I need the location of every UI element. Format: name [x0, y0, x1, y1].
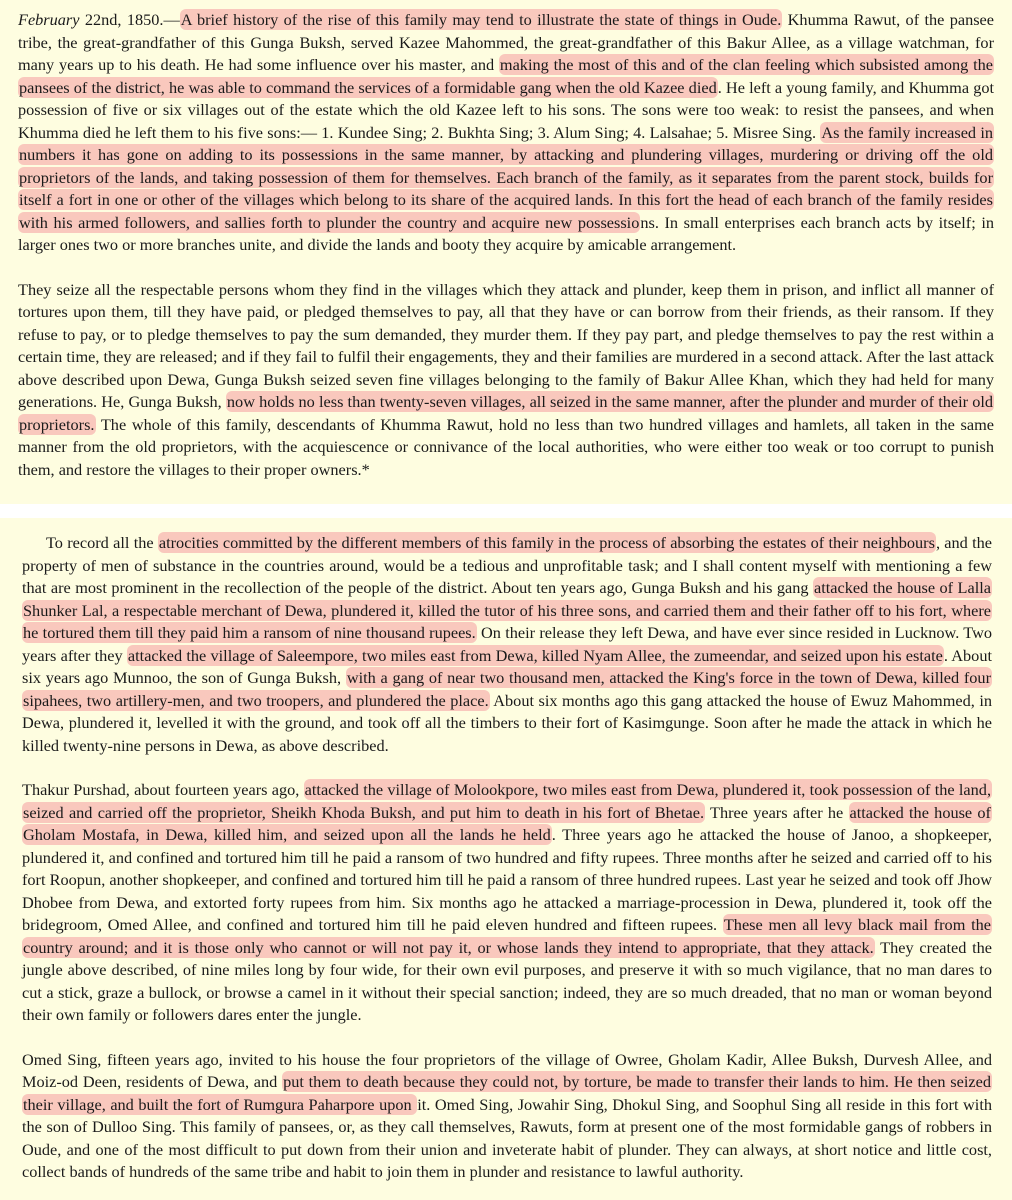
body-text: . Three years ago he attacked the house of Janoo, a shopkeeper, plundered it, and confined and tortured him till he paid a ransom of two hundred and fifty rupees. Three months after he seized and carried off to his fort Roopun, another shopkeeper, and confined and tortured him till he paid a ransom of three hundred rupees. Last year he seized and took off Jhow Dhobee from Dewa, and extorted forty rupees from him. Six months ago he attacked a marriage-procession in Dewa, plundered it, took off the bridegroom, Omed Allee, and confined and tortured him till he paid eleven hundred and fifteen rupees. — [22, 825, 992, 934]
highlighted-text: attacked the house of Lalla Shunker Lal, a respectable merchant of Dewa, plundered it, killed the tutor of his three sons, and carried them and their father off to his fort, where he tortured them till they paid him a ransom of nine thousand rupees. — [23, 578, 991, 642]
date-text: February — [18, 10, 80, 29]
body-text: Thakur Purshad, about fourteen years ago, — [22, 780, 304, 799]
highlighted-text: now holds no less than twenty-seven villages, all seized in the same manner, after the plunder and murder of their old proprietors. — [19, 392, 993, 434]
body-text: it. Omed Sing, Jowahir Sing, Dhokul Sing, and Soophul Sing all reside in this fort with the son of Dulloo Sing. This family of pansees, or, as they call themselves, Rawuts, form at present one of the most formidable gangs of robbers in Oude, and one of the most difficult to put down from their union and inveterate habit of plunder. They can always, at short notice and little cost, collect bands of hundreds of the same tribe and habit to join them in plunder and resistance to lawful authority. — [22, 1094, 992, 1181]
body-text: They created the jungle above described, of nine miles long by four wide, for their own evil purposes, and preserve it with so much vigilance, that no man dares to cut a stick, graze a bullock, or browse a camel in it without their special sanction; indeed, they are so much dreaded, that no man or woman beyond their own family or followers dares enter the jungle. — [22, 937, 992, 1024]
page-excerpt-2 — [0, 518, 1012, 1200]
body-text: On their release they left Dewa, and have ever since resided in Lucknow. Two years after they — [22, 623, 992, 665]
paragraph-atrocities — [22, 532, 992, 757]
body-text: Omed Sing, fifteen years ago, invited to his house the four proprietors of the village of Owree, Gholam Kadir, Allee Buksh, Durvesh Allee, and Moiz-od Deen, residents of Dewa, and — [22, 1049, 992, 1091]
body-text: Khumma Rawut, of the pansee tribe, the great-grandfather of this Gunga Buksh, served Kazee Mahommed, the great-grandfather of this Bakur Allee, as a village watchman, for many years up to his death. He had some influence over his master, and — [18, 10, 995, 74]
body-text: Three years after he — [705, 802, 849, 822]
paragraph-thakur-purshad — [22, 779, 992, 1027]
highlighted-text: A brief history of the rise of this family may tend to illustrate the state of things in Oude. — [180, 10, 782, 29]
highlighted-text: atrocities committed by the different members of this family in the process of absorbing the estates of their neighbours — [158, 533, 935, 552]
highlighted-text: put them to death because they could not, by torture, be made to transfer their lands to him. He then seized their village, and built the fort of Rumgura Paharpore upon — [23, 1072, 991, 1114]
highlighted-text: attacked the village of Molookpore, two miles east from Dewa, plundered it, took possession of the land, seized and carried off the proprietor, Sheikh Khoda Buksh, and put him to death in his fort of Bhetae. — [23, 780, 992, 822]
body-text: ns. In small enterprises each branch acts by itself; in larger ones two or more branches unite, and divide the lands and booty they acquire by amicable arrangement. — [18, 212, 994, 254]
page-excerpt-1 — [0, 0, 1012, 504]
body-text: To record all the — [46, 533, 158, 552]
body-text: . He left a young family, and Khumma got possession of five or six villages out of the estate which the old Kazee left to his sons. The sons were too weak: to resist the pansees, and when Khumma died he left them to his five sons:— 1. Kundee Sing; 2. Bukhta Sing; 3. Alum Sing; 4. Lalsahae; 5. Misree Sing. — [18, 77, 994, 142]
body-text: They seize all the respectable persons whom they find in the villages which they attack and plunder, keep them in prison, and inflict all manner of tortures upon them, till they have paid, or pledged themselves to pay, all that they have or can borrow from their friends, as their ransom. If they refuse to pay, or to pledge themselves to pay the sum demanded, they murder them. If they pay part, and pledge themselves to pay the rest within a certain time, they are released; and if they fail to fulfil their engagements, they and their families are murdered in a second attack. After the last attack above described upon Dewa, Gunga Buksh seized seven fine villages belonging to the family of Bakur Allee Khan, which they had held for many generations. He, Gunga Buksh, — [18, 279, 994, 411]
highlighted-text: These men all levy black mail from the country around; and it is those only who cannot or will not pay it, or whose lands they intend to appropriate, that they attack. — [23, 915, 991, 957]
highlighted-text: As the family increased in numbers it has gone on adding to its possessions in the same manner, by attacking and plundering villages, murdering or driving off the old proprietors of the lands, and taking possession of them for themselves. Each branch of the family, as it separates from the parent stock, builds for itself a fort in one or other of the villages which belong to its share of the acquired lands. In this fort the head of each branch of the family resides with his armed followers, and sallies forth to plunder the country and acquire new possessio — [19, 122, 993, 232]
body-text: , and the property of men of substance in the countries around, would be a tedious and unprofitable task; and I shall content myself with mentioning a few that are most prominent in the recollection of the people of the district. About ten years ago, Gunga Buksh and his gang — [22, 533, 993, 597]
body-text: . About six years ago Munnoo, the son of Gunga Buksh, — [22, 645, 992, 687]
paragraph-omed-sing — [22, 1049, 992, 1184]
body-text: The whole of this family, descendants of Khumma Rawut, hold no less than two hundred villages and hamlets, all taken in the same manner from the old proprietors, with the acquiescence or connivance of the local authorities, who were either too weak or too corrupt to punish them, and restore the villages to their proper owners.* — [18, 414, 994, 479]
highlighted-text: making the most of this and of the clan feeling which subsisted among the pansees of the district, he was able to command the services of a formidable gang when the old Kazee died — [19, 55, 993, 97]
paragraph-rise-of-family — [18, 9, 994, 257]
highlighted-text: with a gang of near two thousand men, attacked the King's force in the town of Dewa, killed four sipahees, two artillery-men, and two troopers, and plundered the place. — [23, 668, 991, 710]
paragraph-ransom-practices — [18, 279, 994, 482]
body-text: 22nd, 1850.— — [79, 10, 180, 29]
body-text: About six months ago this gang attacked the house of Ewuz Mahommed, in Dewa, plundered it, levelled it with the ground, and took off all the timbers to their fort of Kasimgunge. Soon after he made the attack in which he killed twenty-nine persons in Dewa, as above described. — [22, 690, 992, 755]
highlighted-text: attacked the village of Saleempore, two miles east from Dewa, killed Nyam Allee, the zumeendar, and seized upon his estate — [127, 645, 943, 665]
highlighted-text: attacked the house of Gholam Mostafa, in Dewa, killed him, and seized upon all the lands he held — [23, 802, 991, 844]
